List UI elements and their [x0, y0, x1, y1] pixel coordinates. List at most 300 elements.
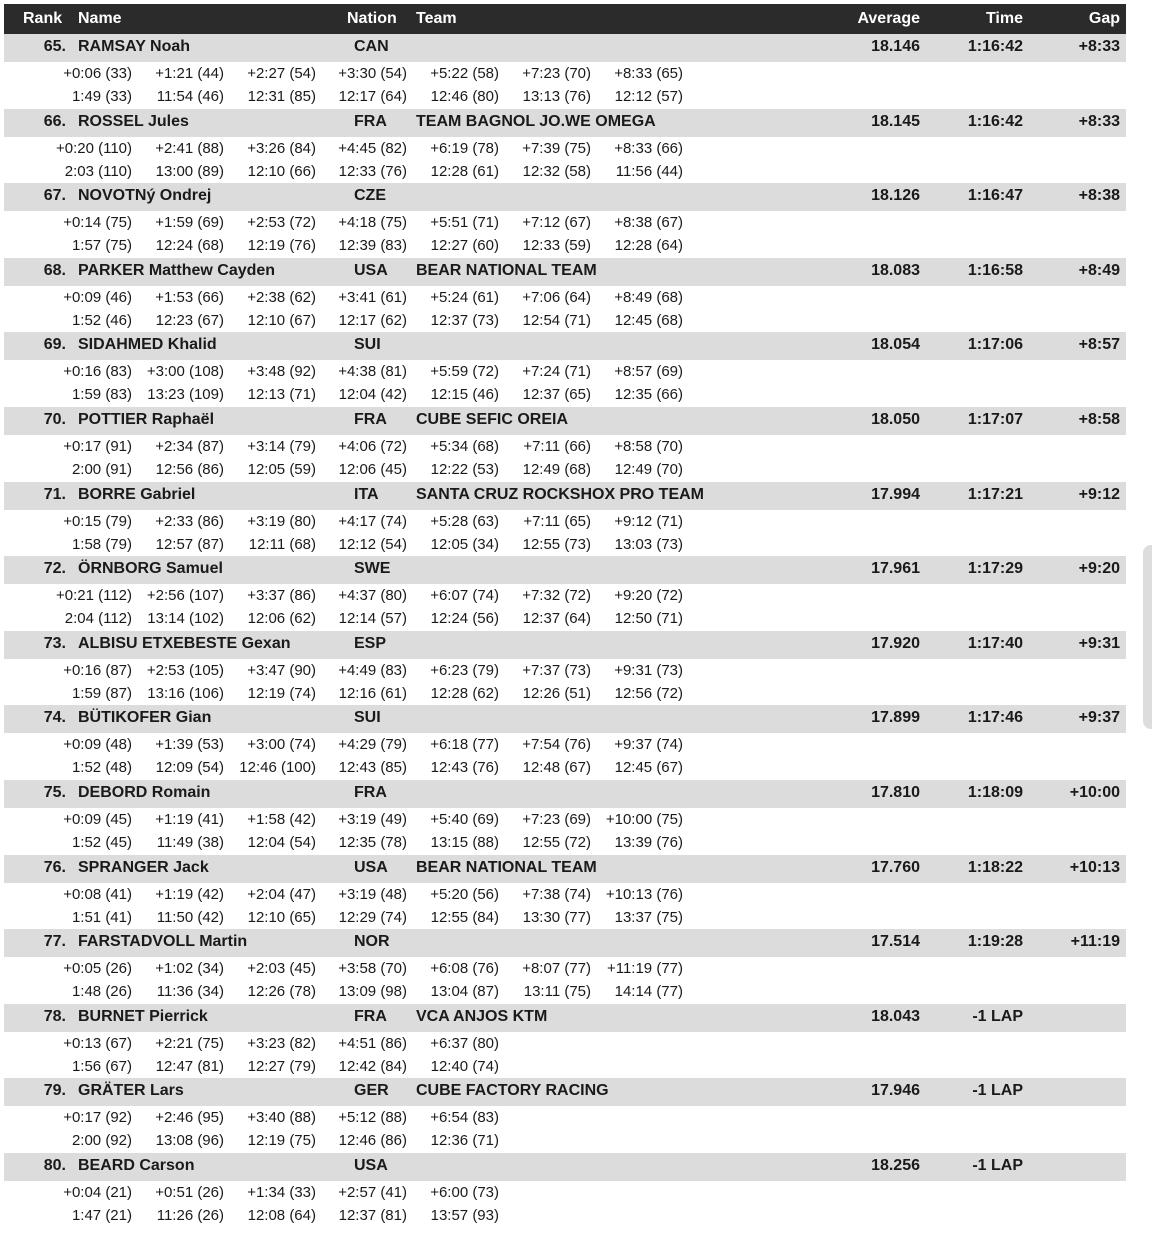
rider-nation: FRA: [354, 1007, 387, 1025]
rider-time: 1:17:21: [967, 485, 1023, 503]
rider-entry: [4, 482, 1126, 557]
split-time: +0:14 (75): [63, 214, 132, 232]
lap-time: 12:37 (64): [522, 610, 591, 628]
split-time: +2:27 (54): [247, 65, 316, 82]
rider-gap: +10:13: [1069, 858, 1120, 876]
rider-average: 18.043: [871, 1007, 920, 1025]
rider-gap: +8:33: [1078, 112, 1120, 130]
lap-time: 11:50 (42): [156, 908, 224, 926]
rider-gap: +11:19: [1070, 933, 1120, 951]
split-time: +1:02 (34): [155, 960, 224, 978]
split-time: +7:06 (64): [522, 288, 591, 306]
lap-time: 12:14 (57): [338, 610, 407, 628]
lap-time: 12:28 (64): [614, 237, 683, 255]
rider-name: PARKER Matthew Cayden: [78, 261, 276, 279]
split-time: +8:33 (66): [614, 139, 683, 157]
rider-gap: +9:12: [1078, 485, 1120, 503]
lap-time: 12:55 (72): [522, 833, 591, 851]
split-time: +0:09 (46): [63, 288, 132, 306]
rider-rank: 72.: [43, 560, 66, 578]
split-time: +4:51 (86): [338, 1034, 407, 1052]
rider-name: POTTIER Raphaël: [78, 410, 215, 428]
split-time: +7:38 (74): [522, 885, 591, 903]
split-time: +3:19 (80): [247, 512, 316, 530]
split-line: [4, 62, 1126, 85]
rider-average: 17.994: [871, 485, 920, 503]
split-line: [4, 435, 1126, 458]
lap-time: 12:33 (76): [338, 162, 407, 180]
lap-time: 12:35 (78): [338, 833, 407, 851]
rider-rank: 68.: [43, 261, 66, 279]
rider-time: 1:17:29: [967, 560, 1023, 578]
lap-time: 12:29 (74): [338, 908, 407, 926]
split-time: +5:20 (56): [430, 885, 499, 903]
rider-average: 17.514: [871, 933, 920, 951]
rider-time: 1:17:07: [967, 410, 1023, 428]
lap-time: 13:04 (87): [430, 983, 499, 1001]
results-list: [4, 34, 1126, 1228]
rider-row: [4, 780, 1126, 808]
rider-team: TEAM BAGNOL JO.WE OMEGA: [416, 112, 656, 130]
lap-time: 12:24 (56): [430, 610, 499, 628]
rider-entry: [4, 556, 1126, 631]
rider-rank: 74.: [43, 709, 66, 727]
rider-average: 17.760: [871, 858, 920, 876]
lap-time: 11:49 (38): [156, 833, 224, 851]
lap-time: 12:37 (81): [338, 1206, 407, 1224]
rider-average: 18.145: [871, 112, 920, 130]
rider-average: 18.126: [871, 187, 920, 205]
split-time: +6:18 (77): [430, 736, 499, 754]
rider-gap: +8:58: [1078, 410, 1120, 428]
split-time: +6:00 (73): [430, 1183, 499, 1201]
lap-time: 12:05 (34): [430, 535, 499, 553]
rider-average: 17.946: [871, 1082, 920, 1100]
split-line: [4, 1032, 1126, 1055]
lap-line: [4, 85, 1126, 108]
lap-time: 12:55 (73): [522, 535, 591, 553]
lap-time: 12:43 (76): [430, 759, 499, 777]
split-time: +0:13 (67): [63, 1034, 132, 1052]
header-time: Time: [985, 10, 1023, 27]
split-time: +4:29 (79): [338, 736, 407, 754]
split-time: +2:21 (75): [155, 1034, 224, 1052]
lap-time: 11:56 (44): [615, 162, 683, 180]
split-time: +1:59 (69): [155, 214, 224, 232]
rider-team: CUBE SEFIC OREIA: [416, 410, 569, 428]
rider-rank: 79.: [43, 1082, 66, 1100]
header-gap: Gap: [1088, 10, 1120, 27]
rider-team: BEAR NATIONAL TEAM: [416, 261, 597, 279]
split-time: +10:13 (76): [605, 885, 683, 903]
rider-name: SPRANGER Jack: [78, 858, 209, 876]
rider-nation: FRA: [354, 112, 387, 130]
split-time: +7:12 (67): [522, 214, 591, 232]
split-time: +11:19 (77): [606, 960, 683, 978]
split-time: +3:48 (92): [247, 363, 316, 381]
lap-time: 12:48 (67): [522, 759, 591, 777]
lap-time: 13:03 (73): [614, 535, 683, 553]
rider-nation: USA: [354, 261, 388, 279]
rider-row: [4, 1153, 1126, 1181]
lap-time: 12:09 (54): [155, 759, 224, 777]
lap-time: 12:46 (80): [430, 88, 499, 105]
split-time: +0:17 (92): [63, 1109, 132, 1127]
lap-time: 12:12 (54): [338, 535, 407, 553]
split-time: +6:08 (76): [430, 960, 499, 978]
rider-name: ALBISU ETXEBESTE Gexan: [78, 634, 291, 652]
lap-time: 2:00 (91): [71, 460, 132, 478]
rider-name: FARSTADVOLL Martin: [78, 933, 248, 951]
rider-entry: [4, 780, 1126, 855]
lap-time: 12:46 (86): [338, 1132, 407, 1150]
lap-time: 12:26 (78): [247, 983, 316, 1001]
rider-nation: ITA: [354, 485, 379, 503]
rider-entry: [4, 332, 1126, 407]
lap-time: 12:17 (62): [338, 311, 407, 329]
split-time: +7:32 (72): [522, 587, 591, 605]
split-time: +6:07 (74): [430, 587, 499, 605]
rider-nation: SWE: [354, 560, 391, 578]
rider-average: 17.810: [871, 783, 920, 801]
rider-team: VCA ANJOS KTM: [416, 1007, 548, 1025]
rider-name: GRÄTER Lars: [78, 1082, 184, 1100]
lap-time: 13:16 (106): [147, 684, 224, 702]
split-time: +1:34 (33): [247, 1183, 316, 1201]
rider-row: [4, 556, 1126, 584]
rider-row: [4, 109, 1126, 137]
split-time: +3:40 (88): [247, 1109, 316, 1127]
lap-line: [4, 533, 1126, 556]
lap-line: [4, 756, 1126, 779]
split-time: +4:45 (82): [338, 139, 407, 157]
rider-team: SANTA CRUZ ROCKSHOX PRO TEAM: [416, 485, 704, 503]
split-time: +8:33 (65): [614, 65, 683, 82]
rider-time: -1 LAP: [972, 1007, 1023, 1025]
lap-time: 1:52 (46): [71, 311, 132, 329]
rider-entry: [4, 855, 1126, 930]
split-line: [4, 286, 1126, 309]
rider-name: DEBORD Romain: [78, 783, 211, 801]
lap-time: 12:04 (54): [247, 833, 316, 851]
lap-line: [4, 383, 1126, 406]
rider-name: BORRE Gabriel: [78, 485, 196, 503]
split-time: +7:39 (75): [522, 139, 591, 157]
rider-rank: 70.: [43, 410, 66, 428]
lap-time: 12:11 (68): [248, 535, 316, 553]
split-time: +3:26 (84): [247, 139, 316, 157]
lap-time: 13:13 (76): [522, 88, 591, 105]
split-time: +7:24 (71): [522, 363, 591, 381]
split-time: +5:51 (71): [430, 214, 499, 232]
split-time: +0:08 (41): [63, 885, 132, 903]
split-time: +3:00 (108): [146, 363, 224, 381]
rider-time: 1:17:06: [967, 336, 1023, 354]
lap-time: 13:00 (89): [155, 162, 224, 180]
lap-time: 12:45 (68): [614, 311, 683, 329]
lap-time: 13:37 (75): [614, 908, 683, 926]
split-time: +1:19 (42): [155, 885, 224, 903]
rider-row: [4, 407, 1126, 435]
split-time: +4:18 (75): [338, 214, 407, 232]
rider-name: NOVOTNý Ondrej: [78, 187, 212, 205]
lap-time: 11:36 (34): [156, 983, 224, 1001]
lap-time: 2:04 (112): [64, 610, 132, 628]
split-time: +2:46 (95): [155, 1109, 224, 1127]
split-time: +3:00 (74): [247, 736, 316, 754]
split-line: [4, 211, 1126, 234]
lap-time: 12:05 (59): [247, 460, 316, 478]
rider-time: 1:16:58: [967, 261, 1023, 279]
rider-gap: +9:20: [1078, 560, 1120, 578]
lap-time: 12:35 (66): [614, 386, 683, 404]
rider-name: BÜTIKOFER Gian: [78, 709, 212, 727]
rider-average: 18.256: [871, 1156, 920, 1174]
lap-time: 12:19 (76): [247, 237, 316, 255]
rider-row: [4, 183, 1126, 211]
split-line: [4, 957, 1126, 980]
lap-time: 12:46 (100): [239, 759, 316, 777]
rider-average: 17.961: [871, 560, 920, 578]
split-time: +0:09 (48): [63, 736, 132, 754]
rider-time: 1:17:46: [967, 709, 1023, 727]
split-time: +3:23 (82): [247, 1034, 316, 1052]
lap-time: 14:14 (77): [614, 983, 683, 1001]
split-time: +3:30 (54): [338, 65, 407, 82]
split-time: +6:19 (78): [430, 139, 499, 157]
rider-time: -1 LAP: [972, 1156, 1023, 1174]
split-time: +4:49 (83): [338, 661, 407, 679]
lap-time: 12:19 (74): [247, 684, 316, 702]
rider-rank: 65.: [43, 38, 66, 55]
rider-entry: [4, 1078, 1126, 1153]
split-time: +8:57 (69): [614, 363, 683, 381]
lap-line: [4, 906, 1126, 929]
rider-nation: USA: [354, 858, 388, 876]
rider-nation: FRA: [354, 783, 387, 801]
lap-time: 12:23 (67): [155, 311, 224, 329]
rider-entry: [4, 109, 1126, 184]
split-time: +3:41 (61): [338, 288, 407, 306]
rider-row: [4, 929, 1126, 957]
rider-rank: 67.: [43, 187, 66, 205]
rider-entry: [4, 407, 1126, 482]
rider-entry: [4, 631, 1126, 706]
rider-rank: 69.: [43, 336, 66, 354]
split-time: +8:49 (68): [614, 288, 683, 306]
rider-row: [4, 631, 1126, 659]
lap-time: 13:09 (98): [338, 983, 407, 1001]
rider-entry: [4, 1153, 1126, 1228]
split-line: [4, 883, 1126, 906]
split-line: [4, 733, 1126, 756]
rider-name: RAMSAY Noah: [78, 38, 191, 55]
lap-time: 1:52 (48): [71, 759, 132, 777]
lap-time: 1:49 (33): [71, 88, 132, 105]
lap-time: 1:59 (87): [71, 684, 132, 702]
split-time: +4:06 (72): [338, 437, 407, 455]
split-time: +6:37 (80): [430, 1034, 499, 1052]
lap-time: 1:48 (26): [71, 983, 132, 1001]
split-time: +3:19 (48): [338, 885, 407, 903]
lap-time: 13:39 (76): [614, 833, 683, 851]
lap-time: 12:36 (71): [430, 1132, 499, 1150]
split-time: +8:58 (70): [614, 437, 683, 455]
rider-average: 18.146: [871, 38, 920, 55]
header-average: Average: [857, 10, 920, 27]
split-time: +5:59 (72): [430, 363, 499, 381]
split-time: +6:23 (79): [430, 661, 499, 679]
rider-rank: 75.: [43, 783, 66, 801]
rider-entry: [4, 929, 1126, 1004]
split-time: +5:34 (68): [430, 437, 499, 455]
lap-time: 12:26 (51): [522, 684, 591, 702]
rider-rank: 71.: [43, 485, 66, 503]
lap-time: 2:03 (110): [64, 162, 132, 180]
split-time: +0:09 (45): [63, 810, 132, 828]
split-time: +0:20 (110): [55, 139, 132, 157]
lap-time: 12:04 (42): [338, 386, 407, 404]
rider-team: BEAR NATIONAL TEAM: [416, 858, 597, 876]
lap-time: 12:15 (46): [430, 386, 499, 404]
split-time: +1:53 (66): [155, 288, 224, 306]
split-time: +9:20 (72): [614, 587, 683, 605]
lap-line: [4, 1055, 1126, 1078]
split-time: +0:06 (33): [63, 65, 132, 82]
split-time: +5:22 (58): [430, 65, 499, 82]
rider-nation: SUI: [354, 709, 381, 727]
rider-rank: 80.: [43, 1156, 66, 1174]
split-time: +5:24 (61): [430, 288, 499, 306]
lap-time: 12:22 (53): [430, 460, 499, 478]
rider-entry: [4, 258, 1126, 333]
split-time: +3:47 (90): [247, 661, 316, 679]
split-time: +2:56 (107): [146, 587, 224, 605]
lap-time: 12:27 (60): [430, 237, 499, 255]
split-time: +4:17 (74): [338, 512, 407, 530]
lap-line: [4, 234, 1126, 257]
lap-time: 12:37 (73): [430, 311, 499, 329]
lap-time: 12:06 (62): [247, 610, 316, 628]
split-time: +2:03 (45): [247, 960, 316, 978]
rider-nation: FRA: [354, 410, 387, 428]
lap-time: 12:55 (84): [430, 908, 499, 926]
rider-time: -1 LAP: [972, 1082, 1023, 1100]
lap-time: 12:45 (67): [614, 759, 683, 777]
split-time: +0:21 (112): [55, 587, 132, 605]
split-time: +2:38 (62): [247, 288, 316, 306]
rider-nation: USA: [354, 1156, 388, 1174]
split-time: +0:16 (83): [63, 363, 132, 381]
split-time: +7:11 (66): [523, 437, 591, 455]
rider-time: 1:16:42: [967, 38, 1023, 55]
split-time: +9:37 (74): [614, 736, 683, 754]
rider-rank: 77.: [43, 933, 66, 951]
rider-row: [4, 34, 1126, 62]
lap-time: 12:49 (70): [614, 460, 683, 478]
split-line: [4, 510, 1126, 533]
lap-line: [4, 1129, 1126, 1152]
split-time: +7:23 (69): [522, 810, 591, 828]
header-team: Team: [416, 10, 457, 27]
split-time: +9:31 (73): [614, 661, 683, 679]
lap-time: 2:00 (92): [71, 1132, 132, 1150]
rider-row: [4, 1078, 1126, 1106]
lap-line: [4, 1204, 1126, 1227]
lap-time: 12:17 (64): [338, 88, 407, 105]
rider-gap: +10:00: [1069, 783, 1120, 801]
rider-gap: +8:38: [1078, 187, 1120, 205]
split-time: +4:37 (80): [338, 587, 407, 605]
lap-time: 12:28 (62): [430, 684, 499, 702]
lap-time: 1:57 (75): [71, 237, 132, 255]
lap-line: [4, 160, 1126, 183]
rider-time: 1:16:42: [967, 112, 1023, 130]
lap-time: 12:50 (71): [614, 610, 683, 628]
split-time: +6:54 (83): [430, 1109, 499, 1127]
lap-time: 13:23 (109): [147, 386, 224, 404]
lap-time: 12:31 (85): [247, 88, 316, 105]
rider-row: [4, 482, 1126, 510]
split-time: +0:17 (91): [63, 437, 132, 455]
table-header: [4, 4, 1126, 34]
lap-time: 12:27 (79): [247, 1057, 316, 1075]
lap-time: 12:40 (74): [430, 1057, 499, 1075]
lap-time: 12:54 (71): [522, 311, 591, 329]
rider-gap: +9:37: [1078, 709, 1120, 727]
lap-time: 12:47 (81): [155, 1057, 224, 1075]
rider-rank: 76.: [43, 858, 66, 876]
rider-nation: NOR: [354, 933, 390, 951]
rider-average: 18.050: [871, 410, 920, 428]
split-time: +7:23 (70): [522, 65, 591, 82]
lap-time: 12:39 (83): [338, 237, 407, 255]
lap-time: 1:51 (41): [71, 908, 132, 926]
rider-gap: +8:57: [1078, 336, 1120, 354]
rider-time: 1:19:28: [967, 933, 1023, 951]
rider-row: [4, 332, 1126, 360]
split-time: +1:19 (41): [155, 810, 224, 828]
split-line: [4, 659, 1126, 682]
rider-nation: CAN: [354, 38, 389, 55]
rider-time: 1:17:40: [967, 634, 1023, 652]
rider-gap: +8:49: [1078, 261, 1120, 279]
scrollbar[interactable]: [1143, 545, 1152, 729]
lap-time: 12:08 (64): [247, 1206, 316, 1224]
lap-time: 12:13 (71): [247, 386, 316, 404]
lap-line: [4, 980, 1126, 1003]
lap-time: 12:10 (66): [247, 162, 316, 180]
lap-time: 12:57 (87): [155, 535, 224, 553]
split-time: +7:11 (65): [523, 512, 591, 530]
rider-nation: GER: [354, 1082, 389, 1100]
split-time: +0:04 (21): [63, 1183, 132, 1201]
split-time: +9:12 (71): [614, 512, 683, 530]
rider-name: BURNET Pierrick: [78, 1007, 208, 1025]
split-time: +3:19 (49): [338, 810, 407, 828]
split-time: +1:21 (44): [155, 65, 224, 82]
lap-time: 12:12 (57): [614, 88, 683, 105]
rider-entry: [4, 34, 1126, 109]
lap-time: 13:11 (75): [523, 983, 591, 1001]
rider-team: CUBE FACTORY RACING: [416, 1082, 609, 1100]
lap-time: 11:26 (26): [156, 1206, 224, 1224]
rider-average: 17.920: [871, 634, 920, 652]
lap-time: 12:10 (67): [247, 311, 316, 329]
split-time: +2:04 (47): [247, 885, 316, 903]
lap-time: 12:32 (58): [522, 162, 591, 180]
lap-line: [4, 682, 1126, 705]
